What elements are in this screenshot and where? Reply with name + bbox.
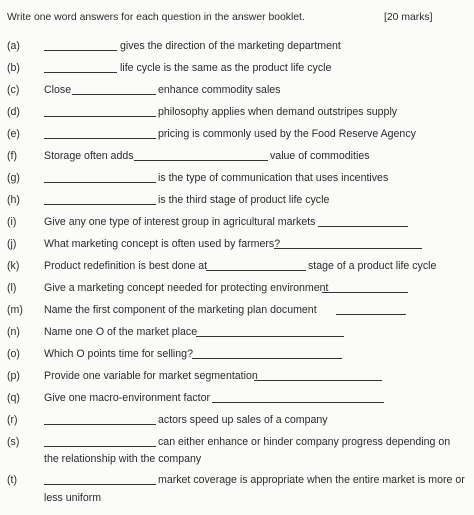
question-label-e: (e) — [7, 128, 20, 140]
question-text-s: can either enhance or hinder company progress depending on — [158, 436, 451, 448]
question-label-h: (h) — [7, 194, 20, 206]
question-text-k: stage of a product life cycle — [308, 260, 437, 272]
question-text-l: Give a marketing concept needed for protecting environment — [44, 282, 329, 294]
question-text-p: Provide one variable for market segmentation — [44, 370, 258, 382]
question-label-k: (k) — [7, 260, 20, 272]
marks-total: [20 marks] — [384, 12, 433, 23]
answer-blank-m — [336, 314, 406, 315]
answer-blank-n — [196, 336, 344, 337]
question-text-j: What marketing concept is often used by farmers? — [44, 238, 281, 250]
question-text-f: value of commodities — [270, 150, 370, 162]
answer-blank-g — [44, 182, 156, 183]
question-text-r: actors speed up sales of a company — [158, 414, 328, 426]
answer-blank-q — [212, 402, 384, 403]
answer-blank-o — [192, 358, 342, 359]
question-text-c-pre: Close — [44, 84, 72, 96]
answer-blank-s — [44, 446, 156, 447]
question-text-n: Name one O of the market place — [44, 326, 198, 338]
answer-blank-l — [322, 292, 408, 293]
question-text-g: is the type of communication that uses incentives — [158, 172, 389, 184]
question-text-f-pre: Storage often adds — [44, 150, 134, 162]
question-label-f: (f) — [7, 150, 17, 162]
question-label-i: (i) — [7, 216, 17, 228]
question-text-i: Give any one type of interest group in agricultural markets — [44, 216, 316, 228]
answer-blank-k — [206, 270, 306, 271]
question-text-a: gives the direction of the marketing department — [120, 40, 341, 52]
question-text-h: is the third stage of product life cycle — [158, 194, 330, 206]
answer-blank-r — [44, 424, 156, 425]
question-text-q: Give one macro-environment factor — [44, 392, 211, 404]
answer-blank-f — [134, 160, 268, 161]
answer-blank-a — [44, 50, 117, 51]
instructions-text: Write one word answers for each question in the answer booklet. — [7, 12, 305, 23]
answer-blank-c — [72, 94, 156, 95]
answer-blank-h — [44, 204, 156, 205]
question-label-r: (r) — [7, 414, 18, 426]
answer-blank-b — [44, 72, 117, 73]
question-label-d: (d) — [7, 106, 20, 118]
answer-blank-j — [274, 248, 422, 249]
question-text-e: pricing is commonly used by the Food Reserve Agency — [158, 128, 416, 140]
question-label-m: (m) — [7, 304, 23, 316]
answer-blank-i — [318, 226, 408, 227]
question-label-a: (a) — [7, 40, 20, 52]
question-text-k-pre: Product redefinition is best done at — [44, 260, 208, 272]
answer-blank-p — [254, 380, 382, 381]
question-label-j: (j) — [7, 238, 17, 250]
question-label-l: (l) — [7, 282, 17, 294]
question-label-q: (q) — [7, 392, 20, 404]
question-label-p: (p) — [7, 370, 20, 382]
question-text-d: philosophy applies when demand outstripes supply — [158, 106, 398, 118]
question-label-b: (b) — [7, 62, 20, 74]
question-label-c: (c) — [7, 84, 20, 96]
question-text-b: life cycle is the same as the product life cycle — [120, 62, 332, 74]
answer-blank-e — [44, 138, 156, 139]
answer-blank-d — [44, 116, 156, 117]
question-text-o: Which O points time for selling? — [44, 348, 193, 360]
question-text-t-cont: less uniform — [44, 492, 102, 504]
question-text-t: market coverage is appropriate when the entire market is more or — [158, 474, 465, 486]
question-label-n: (n) — [7, 326, 20, 338]
question-text-c: enhance commodity sales — [158, 84, 281, 96]
question-label-t: (t) — [7, 474, 17, 486]
question-text-m: Name the first component of the marketing plan document — [44, 304, 317, 316]
question-label-s: (s) — [7, 436, 20, 448]
answer-blank-t — [44, 484, 156, 485]
question-label-o: (o) — [7, 348, 20, 360]
question-label-g: (g) — [7, 172, 20, 184]
question-text-s-cont: the relationship with the company — [44, 453, 202, 465]
